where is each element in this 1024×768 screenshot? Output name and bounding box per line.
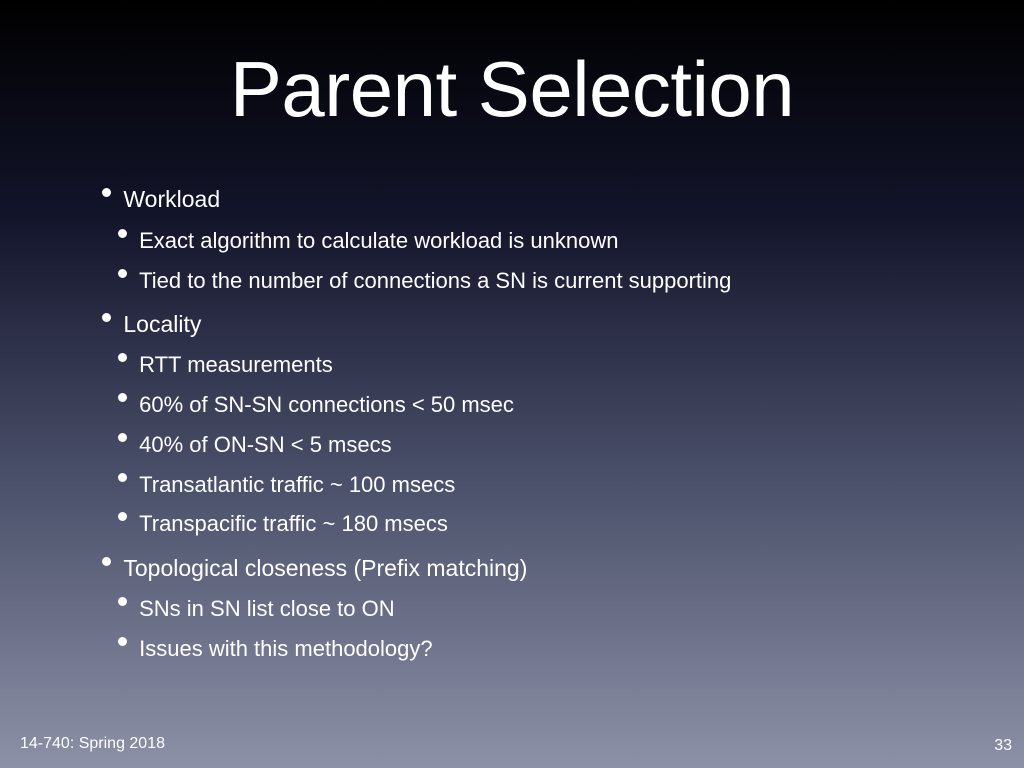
list-item xyxy=(118,353,333,376)
list-item-text: Exact algorithm to calculate workload is unknown xyxy=(139,227,619,253)
list-item-text: 60% of SN-SN connections < 50 msec xyxy=(139,391,514,417)
course-footer: 14-740: Spring 2018 xyxy=(20,735,165,752)
section-label: Locality xyxy=(123,311,202,338)
bullet-icon xyxy=(118,637,127,646)
bullet-icon xyxy=(118,597,127,606)
bullet-icon xyxy=(118,353,127,362)
bullet-icon xyxy=(118,229,127,238)
list-item xyxy=(118,433,392,456)
list-item xyxy=(118,597,395,620)
page-number: 33 xyxy=(994,737,1012,754)
bullet-icon xyxy=(118,393,127,402)
list-item-text: Transpacific traffic ~ 180 msecs xyxy=(139,510,448,536)
list-item-text: Tied to the number of connections a SN is current supporting xyxy=(139,267,732,293)
list-item xyxy=(118,512,448,535)
bullet-icon xyxy=(118,512,127,521)
list-item xyxy=(118,269,731,292)
list-item-text: SNs in SN list close to ON xyxy=(139,595,395,621)
bullet-icon xyxy=(102,188,111,197)
bullet-icon xyxy=(118,269,127,278)
list-item xyxy=(118,229,618,252)
list-item xyxy=(118,473,455,496)
slide-title: Parent Selection xyxy=(229,45,795,133)
list-item-text: 40% of ON-SN < 5 msecs xyxy=(139,431,392,457)
bullet-icon xyxy=(118,433,127,442)
section-label: Workload xyxy=(123,186,221,213)
list-item xyxy=(118,393,514,416)
bullet-icon xyxy=(118,473,127,482)
list-item-text: RTT measurements xyxy=(139,351,333,377)
section-workload xyxy=(102,188,220,211)
list-item-text: Issues with this methodology? xyxy=(139,635,433,661)
section-label: Topological closeness (Prefix matching) xyxy=(123,555,528,582)
list-item xyxy=(118,637,433,660)
bullet-icon xyxy=(102,313,111,322)
bullet-icon xyxy=(102,557,111,566)
list-item-text: Transatlantic traffic ~ 100 msecs xyxy=(139,471,456,497)
section-locality xyxy=(102,313,201,336)
section-topological-closeness xyxy=(102,557,527,580)
